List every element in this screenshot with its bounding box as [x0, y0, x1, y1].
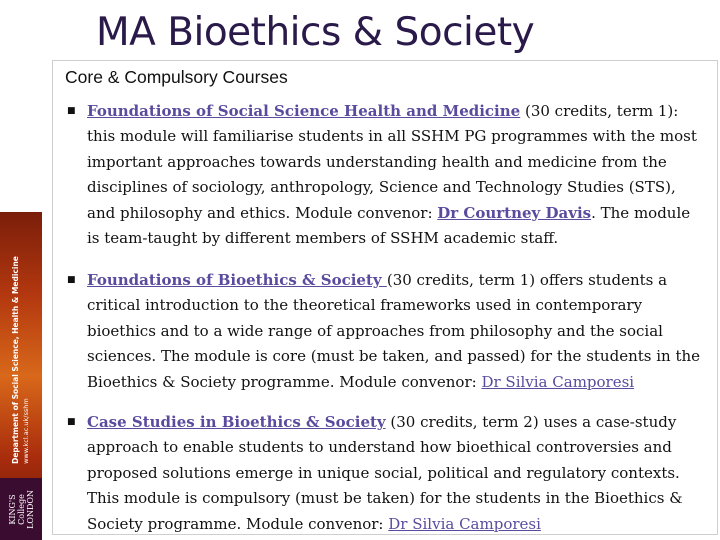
course-content-panel [52, 60, 718, 535]
department-name: Department of Social Science, Health & Medicine [11, 256, 20, 464]
convenor-link[interactable]: Dr Silvia Camporesi [481, 372, 635, 391]
department-url: www.kcl.ac.uk/sshm [22, 398, 30, 464]
course-description: (30 credits, term 2) uses a case-study approach to enable students to understand how bioethical controversies and proposed solutions emerge in unique social, political and regulatory contexts. This module is compulsory (must be taken) for the students in the Bioethics & Society programme. Module convenor: [87, 413, 683, 533]
bullet-icon: ■ [67, 417, 76, 427]
course-title-link[interactable]: Foundations of Bioethics & Society [87, 271, 387, 289]
logo-line-3: LONDON [25, 489, 35, 529]
department-band-text [11, 256, 31, 464]
logo-line-1: KING'S [7, 493, 17, 525]
course-title-link[interactable]: Case Studies in Bioethics & Society [87, 413, 386, 431]
convenor-link[interactable]: Dr Courtney Davis [437, 203, 592, 222]
course-item [67, 410, 707, 537]
section-heading: Core & Compulsory Courses [65, 67, 288, 87]
course-item [67, 268, 707, 395]
bullet-icon: ■ [67, 106, 76, 116]
course-item [67, 99, 707, 251]
convenor-link[interactable]: Dr Silvia Camporesi [388, 514, 541, 533]
course-description-end: . The module is team-taught by different members of SSHM academic staff. [87, 203, 691, 248]
slide-title: MA Bioethics & Society [96, 10, 535, 55]
bullet-icon: ■ [67, 275, 76, 285]
course-description: (30 credits, term 1) offers students a critical introduction to the theoretical frameworks used in contemporary bioethics and to a wide range of approaches from philosophy and the social sciences. The module is core (must be taken, and passed) for the students in the Bioethics & Society programme. Module convenor: [87, 271, 701, 391]
course-description: (30 credits, term 1): this module will familiarise students in all SSHM PG programmes with the most important approaches towards understanding health and medicine from the disciplines of sociology, anthropology, Science and Technology Studies (STS), and philosophy and ethics. Module convenor: [87, 102, 697, 222]
logo-line-2: College [16, 493, 26, 525]
kings-college-logo [0, 478, 42, 540]
course-title-link[interactable]: Foundations of Social Science Health and Medicine [87, 102, 521, 120]
